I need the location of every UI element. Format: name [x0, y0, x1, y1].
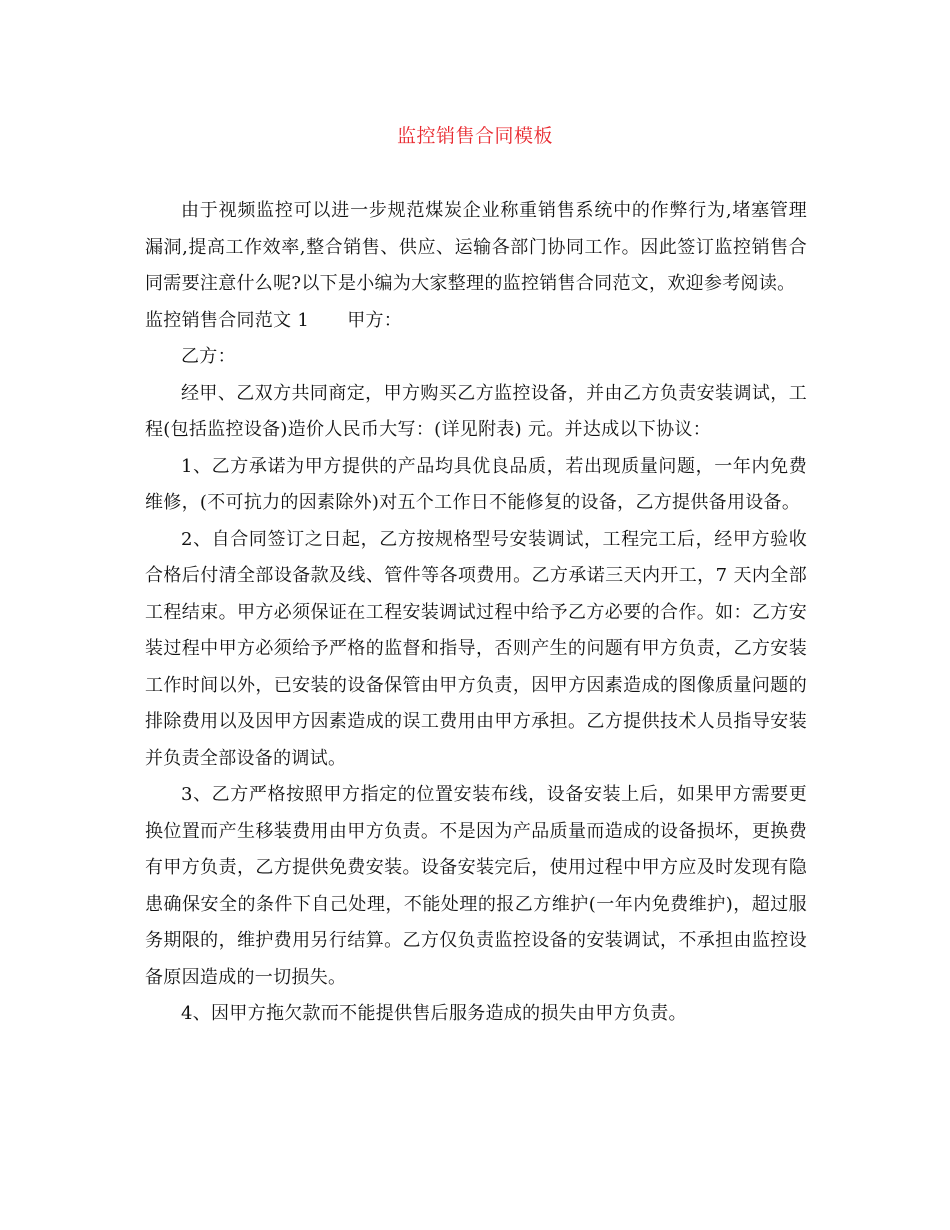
- clause-3: 3、乙方严格按照甲方指定的位置安装布线，设备安装上后，如果甲方需要更换位置而产生移装费用由甲方负责。不是因为产品质量而造成的设备损坏，更换费有甲方负责，乙方提供免费安装。设备安装完后，使用过程中甲方应及时发现有隐患确保安全的条件下自己处理，不能处理的报乙方维护(一年内免费维护)，超过服务期限的，维护费用另行结算。乙方仅负责监控设备的安装调试，不承担由监控设备原因造成的一切损失。: [145, 784, 807, 988]
- agreement-paragraph: 经甲、乙双方共同商定，甲方购买乙方监控设备，并由乙方负责安装调试，工程(包括监控设备)造价人民币大写：(详见附表) 元。并达成以下协议：: [145, 382, 807, 440]
- party-b-label: 乙方：: [181, 346, 236, 367]
- document-body: [145, 193, 807, 1033]
- sample-heading-line: [145, 303, 807, 340]
- intro-paragraph: 由于视频监控可以进一步规范煤炭企业称重销售系统中的作弊行为,堵塞管理漏洞,提高工作效率,整合销售、供应、运输各部门协同工作。因此签订监控销售合同需要注意什么呢?以下是小编为大家整理的监控销售合同范文，欢迎参考阅读。: [145, 200, 807, 294]
- clause-2: 2、自合同签订之日起，乙方按规格型号安装调试，工程完工后，经甲方验收合格后付清全部设备款及线、管件等各项费用。乙方承诺三天内开工，7 天内全部工程结束。甲方必须保证在工程安装调试过程中给予乙方必要的合作。如：乙方安装过程中甲方必须给予严格的监督和指导，否则产生的问题有甲方负责，乙方安装工作时间以外，已安装的设备保管由甲方负责，因甲方因素造成的图像质量问题的排除费用以及因甲方因素造成的误工费用由甲方承担。乙方提供技术人员指导安装并负责全部设备的调试。: [145, 528, 807, 769]
- clause-1: 1、乙方承诺为甲方提供的产品均具优良品质，若出现质量问题，一年内免费维修，(不可抗力的因素除外)对五个工作日不能修复的设备，乙方提供备用设备。: [145, 455, 807, 513]
- clause-4: 4、因甲方拖欠款而不能提供售后服务造成的损失由甲方负责。: [181, 1003, 687, 1024]
- document-title: 监控销售合同模板: [396, 125, 553, 147]
- sample-heading: 监控销售合同范文 1: [145, 309, 310, 331]
- party-a-label: 甲方：: [347, 309, 403, 331]
